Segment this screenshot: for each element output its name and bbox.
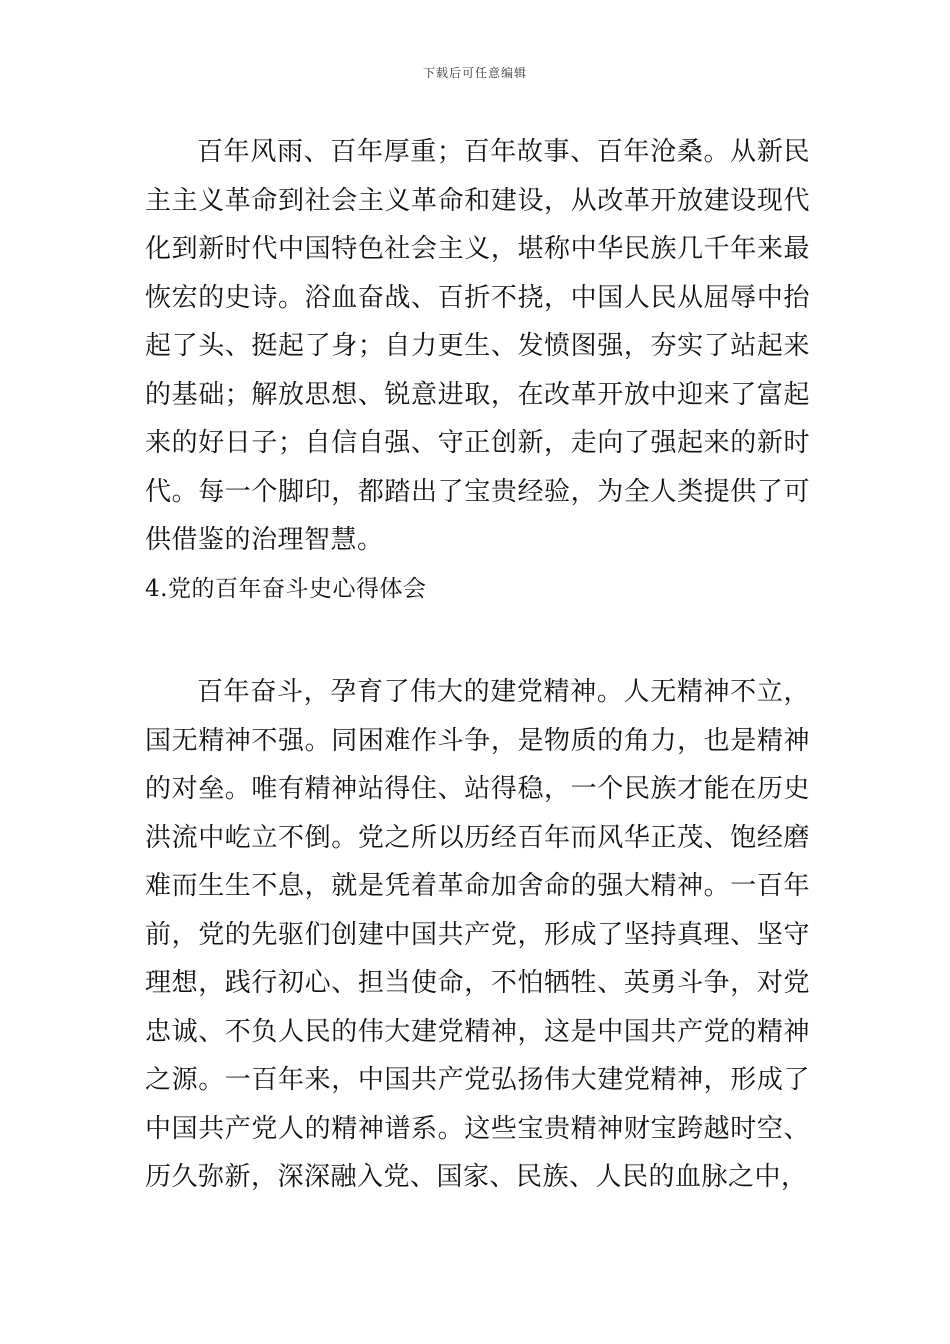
- document-body: [145, 128, 810, 1202]
- page-header: 下载后可任意编辑: [422, 66, 527, 80]
- paragraph-spacer: [145, 613, 810, 668]
- section-heading: 4.党的百年奋斗史心得体会: [145, 575, 427, 602]
- paragraph-history-poem: 百年风雨、百年厚重；百年故事、百年沧桑。从新民主主义革命到社会主义革命和建设，从改革开放建设现代化到新时代中国特色社会主义，堪称中华民族几千年来最恢宏的史诗。浴血奋战、百折不挠，中国人民从屈辱中抬起了头、挺起了身；自力更生、发愤图强，夯实了站起来的基础；解放思想、锐意进取，在改革开放中迎来了富起来的好日子；自信自强、守正创新，走向了强起来的新时代。每一个脚印，都踏出了宝贵经验，为全人类提供了可供借鉴的治理智慧。: [145, 137, 810, 555]
- paragraph-party-spirit: 百年奋斗，孕育了伟大的建党精神。人无精神不立，国无精神不强。同困难作斗争，是物质的角力，也是精神的对垒。唯有精神站得住、站得稳，一个民族才能在历史洪流中屹立不倒。党之所以历经百年而风华正茂、饱经磨难而生生不息，就是凭着革命加舍命的强大精神。一百年前，党的先驱们创建中国共产党，形成了坚持真理、坚守理想，践行初心、担当使命，不怕牺牲、英勇斗争，对党忠诚、不负人民的伟大建党精神，这是中国共产党的精神之源。一百年来，中国共产党弘扬伟大建党精神，形成了中国共产党人的精神谱系。这些宝贵精神财宝跨越时空、历久弥新，深深融入党、国家、民族、人民的血脉之中，: [145, 677, 810, 1192]
